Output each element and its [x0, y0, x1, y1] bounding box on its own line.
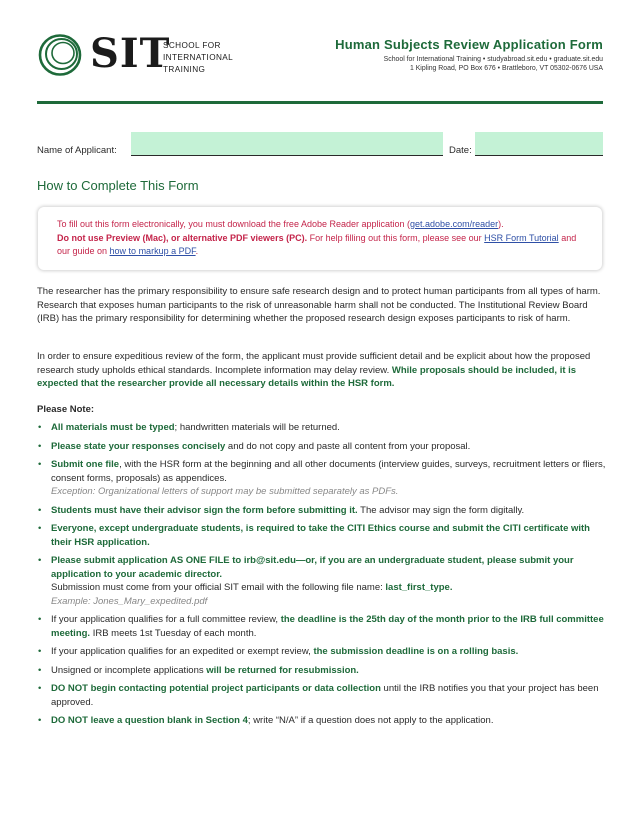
address-line-1: School for International Training • studyabroad.sit.edu • graduate.sit.edu	[383, 56, 603, 63]
logo-wordmark: SIT	[90, 30, 171, 77]
address-line-2: 1 Kipling Road, PO Box 676 • Brattleboro, VT 05302-0676 USA	[409, 65, 603, 72]
logo-school-name: SCHOOL FOR INTERNATIONAL TRAINING	[163, 41, 234, 74]
pdf-viewer-warning: Do not use Preview (Mac), or alternative PDF viewers (PC).	[57, 232, 308, 243]
please-note-heading: Please Note:	[37, 404, 95, 415]
name-of-applicant-field[interactable]	[131, 132, 443, 156]
list-item: • All materials must be typed; handwritten materials will be returned.	[37, 421, 607, 435]
list-item: • DO NOT begin contacting potential project participants or data collection until the IRB notifies you that your project has been approved.	[37, 682, 607, 709]
name-of-applicant-label: Name of Applicant:	[37, 145, 117, 156]
adobe-reader-link[interactable]: get.adobe.com/reader	[410, 219, 499, 229]
expeditious-review-paragraph: In order to ensure expeditious review of the form, the applicant must provide sufficient detail and be explicit about how the proposed research study upholds ethical standards. Incomplete information may delay review. While proposals should be included, it is expected that the researcher provide all necessary details within the HSR form.	[37, 351, 591, 389]
header-divider	[37, 101, 603, 104]
sit-logo	[38, 30, 238, 77]
instructions-notice-box	[38, 207, 602, 270]
list-item: • Students must have their advisor sign the form before submitting it. The advisor may sign the form digitally.	[37, 504, 607, 518]
list-item: • Please state your responses concisely and do not copy and paste all content from your proposal.	[37, 440, 607, 454]
sit-logo-rings-icon	[38, 33, 84, 77]
list-item: • Everyone, except undergraduate students, is required to take the CITI Ethics course and submit the CITI certificate with their HSR application.	[37, 522, 607, 549]
date-label: Date:	[449, 145, 472, 156]
form-title: Human Subjects Review Application Form	[335, 37, 603, 52]
how-to-complete-heading: How to Complete This Form	[37, 178, 199, 193]
list-item: • If your application qualifies for a full committee review, the deadline is the 25th day of the month prior to the IRB full committee meeting. IRB meets 1st Tuesday of each month.	[37, 613, 607, 640]
please-note-list	[37, 421, 607, 733]
date-field[interactable]	[475, 132, 603, 156]
responsibility-paragraph: The researcher has the primary responsibility to ensure safe research design and to protect human participants from all types of harm. Research that exposes human participants to the risk of unreasonable harm shall not be conducted. The Institutional Review Board (IRB) has the primary responsibility for determining whether the proposed research design exposes participants to risk of harm.	[37, 286, 601, 324]
list-item: • If your application qualifies for an expedited or exempt review, the submission deadline is on a rolling basis.	[37, 645, 607, 659]
hsr-form-tutorial-link[interactable]: HSR Form Tutorial	[484, 232, 559, 243]
list-item: • Submit one file, with the HSR form at the beginning and all other documents (interview guides, surveys, recruitment letters or fliers, consent forms, proposals) as appendices. Exception: Organizational letters of support may be submitted separately as PDFs.	[37, 458, 607, 499]
markup-pdf-guide-link[interactable]: how to markup a PDF	[109, 246, 196, 256]
list-item: • DO NOT leave a question blank in Section 4; write “N/A” if a question does not apply to the application.	[37, 714, 607, 728]
list-item: • Unsigned or incomplete applications will be returned for resubmission.	[37, 664, 607, 678]
list-item: • Please submit application AS ONE FILE to irb@sit.edu—or, if you are an undergraduate student, please submit your application to your academic director. Submission must come from your official SIT email with the following file name: last_first_type. Example: Jones_Mary_expedited.pdf	[37, 554, 607, 608]
notice-text: To fill out this form electronically, you must download the free Adobe Reader application (get.adobe.com/reader). Do not use Preview (Mac), or alternative PDF viewers (PC). For help filling out this form, please see our HSR Form Tutorial and our guide on how to markup a PDF.	[57, 219, 577, 256]
